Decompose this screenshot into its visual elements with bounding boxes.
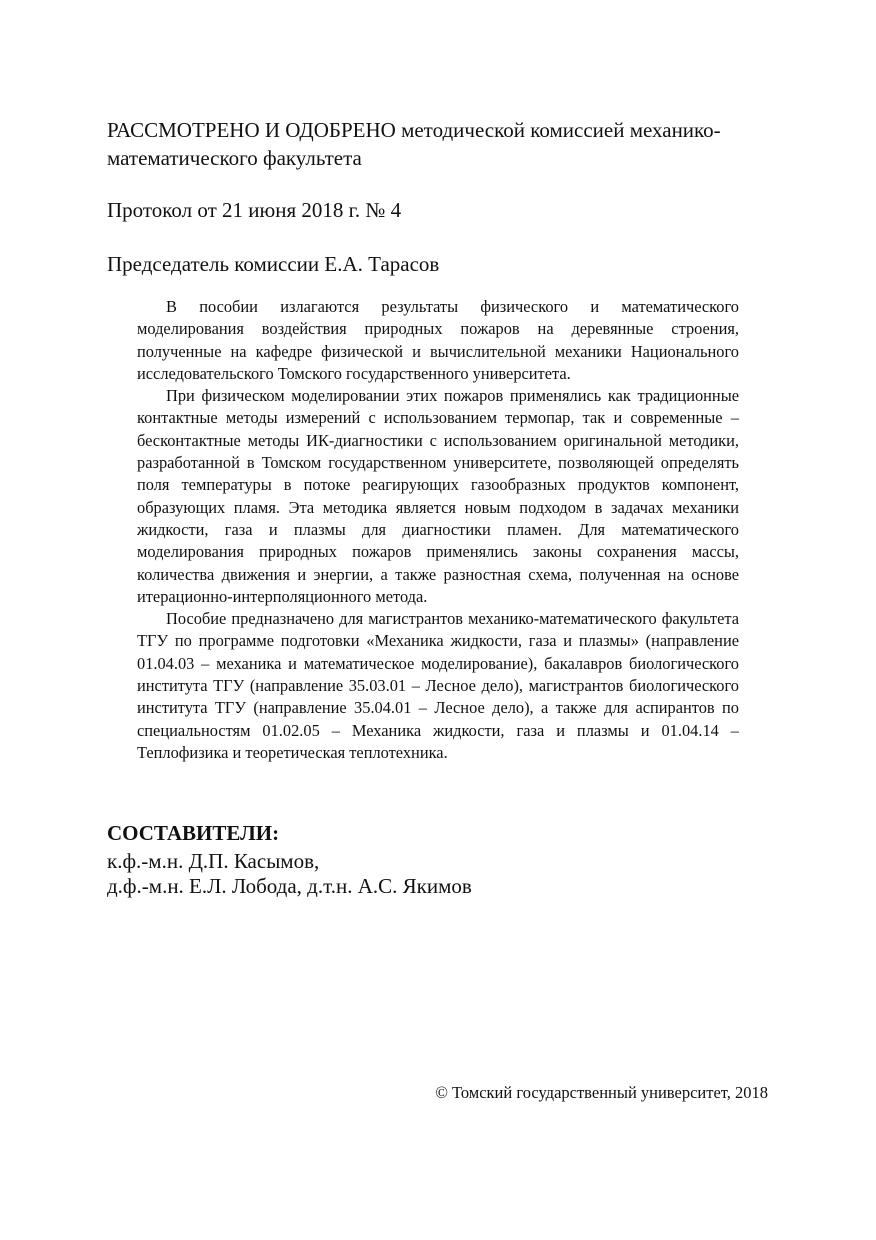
abstract [137, 296, 739, 764]
abstract-paragraph: В пособии излагаются результаты физического и математического моделирования воздействия природных пожаров на деревянные строения, полученные на кафедре физической и вычислительной механики Национального исследовательского Томского государственного университета. [137, 297, 739, 383]
author-line: к.ф.-м.н. Д.П. Касымов, [107, 849, 320, 873]
chairman-line: Председатель комиссии Е.А. Тарасов [107, 252, 440, 276]
abstract-paragraph: Пособие предназначено для магистрантов механико-математического факультета ТГУ по программе подготовки «Механика жидкости, газа и плазмы» (направление 01.04.03 – механика и математическое моделирование), бакалавров биологического института ТГУ (направление 35.03.01 – Лесное дело), магистрантов биологического института ТГУ (направление 35.04.01 – Лесное дело), а также для аспирантов по специальностям 01.02.05 – Механика жидкости, газа и плазмы и 01.04.14 – Теплофизика и теоретическая теплотехника. [137, 609, 739, 762]
author-line: д.ф.-м.н. Е.Л. Лобода, д.т.н. А.С. Якимов [107, 874, 472, 898]
approval-caps: РАССМОТРЕНО И ОДОБРЕНО [107, 118, 396, 142]
approval-rest: методической комиссией механико-математического факультета [107, 118, 721, 170]
copyright-notice: © Томский государственный университет, 2018 [435, 1083, 768, 1102]
authors-heading: СОСТАВИТЕЛИ: [107, 821, 280, 845]
approval-statement [107, 116, 747, 172]
abstract-paragraph: При физическом моделировании этих пожаров применялись как традиционные контактные методы измерений с использованием термопар, так и современные – бесконтактные методы ИК-диагностики с использованием оригинальной методики, разработанной в Томском государственном университете, позволяющей определять поля температуры в потоке реагирующих газообразных продуктов компонент, образующих пламя. Эта методика является новым подходом в задачах механики жидкости, газа и плазмы для диагностики пламен. Для математического моделирования природных пожаров применялись законы сохранения массы, количества движения и энергии, а также разностная схема, полученная на основе итерационно-интерполяционного метода. [137, 386, 739, 606]
protocol-line: Протокол от 21 июня 2018 г. № 4 [107, 198, 402, 222]
